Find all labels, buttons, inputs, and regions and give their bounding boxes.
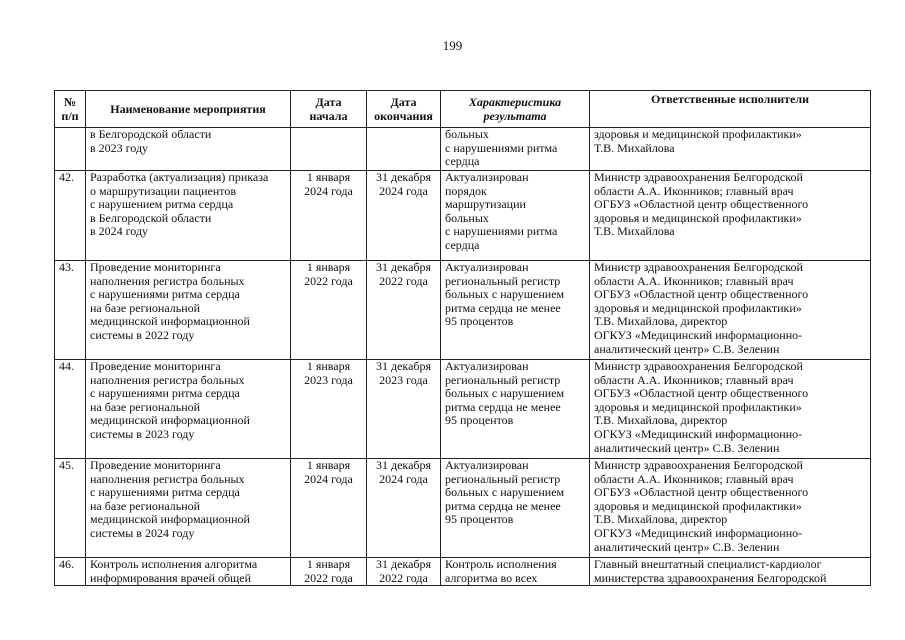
- cell-line: о маршрутизации пациентов: [90, 183, 237, 198]
- cell-line: Контроль исполнения: [445, 557, 557, 571]
- cell-line: ритма сердца не менее: [445, 498, 561, 513]
- activity-name: [86, 360, 291, 459]
- cell-line: 1 января: [306, 458, 351, 472]
- cell-line: ОГБУЗ «Областной центр общественного: [594, 197, 809, 212]
- cell-line: медицинской информационной: [90, 413, 250, 428]
- end-date: [367, 360, 441, 459]
- cell-line: ритма сердца не менее: [445, 399, 561, 414]
- cell-line: 2024 года: [304, 471, 353, 486]
- cell-line: 2024 года: [304, 183, 353, 198]
- table-row: [55, 261, 871, 360]
- cell-line: с нарушением ритма сердца: [90, 197, 234, 212]
- cell-line: медицинской информационной: [90, 314, 250, 329]
- cell-line: 31 декабря: [375, 170, 432, 184]
- cell-line: ОГБУЗ «Областной центр общественного: [594, 386, 809, 401]
- cell-line: с нарушениями ритма: [445, 140, 558, 155]
- end-date: [367, 261, 441, 360]
- cell-line: Министр здравоохранения Белгородской: [594, 359, 803, 373]
- cell-line: в 2023 году: [90, 140, 149, 155]
- cell-line: с нарушениями ритма сердца: [90, 485, 240, 500]
- cell-line: 1 января: [306, 260, 351, 274]
- cell-line: 1 января: [306, 359, 351, 373]
- cell-line: медицинской информационной: [90, 512, 250, 527]
- start-date: [291, 261, 367, 360]
- cell-line: здоровья и медицинской профилактики»: [594, 127, 802, 141]
- cell-line: результата: [483, 108, 547, 123]
- cell-line: с нарушениями ритма сердца: [90, 386, 240, 401]
- cell-line: области А.А. Иконников; главный врач: [594, 273, 794, 288]
- cell-line: 1 января: [306, 557, 351, 571]
- cell-line: аналитический центр» С.В. Зеленин: [594, 539, 780, 554]
- header-end-date: [367, 91, 441, 128]
- cell-line: ритма сердца не менее: [445, 300, 561, 315]
- cell-line: Актуализирован: [445, 359, 529, 373]
- cell-line: больных с нарушением: [445, 287, 565, 302]
- cell-line: Т.В. Михайлова, директор: [594, 512, 728, 527]
- cell-line: на базе региональной: [90, 300, 201, 315]
- cell-line: 95 процентов: [445, 314, 514, 329]
- responsible-persons: [590, 128, 871, 171]
- cell-line: Контроль исполнения алгоритма: [90, 557, 258, 571]
- cell-line: Актуализирован: [445, 260, 529, 274]
- start-date: [291, 128, 367, 171]
- end-date: [367, 558, 441, 586]
- cell-line: аналитический центр» С.В. Зеленин: [594, 341, 780, 356]
- table-row: [55, 128, 871, 171]
- cell-line: Ответственные исполнители: [650, 92, 810, 106]
- cell-line: Министр здравоохранения Белгородской: [594, 260, 803, 274]
- responsible-persons: [590, 558, 871, 586]
- cell-line: 2022 года: [379, 273, 428, 288]
- end-date: [367, 171, 441, 261]
- cell-line: 2022 года: [304, 570, 353, 585]
- cell-line: больных с нарушением: [445, 386, 565, 401]
- cell-line: здоровья и медицинской профилактики»: [594, 210, 802, 225]
- cell-line: 2023 года: [304, 372, 353, 387]
- activities-table: [54, 90, 871, 586]
- cell-line: ОГКУЗ «Медицинский информационно-: [594, 327, 803, 342]
- cell-line: п/п: [61, 108, 79, 123]
- result-description: [441, 459, 590, 558]
- row-number: [55, 128, 86, 171]
- end-date: [367, 459, 441, 558]
- cell-line: 2024 года: [379, 183, 428, 198]
- row-number: 46.: [55, 558, 86, 586]
- cell-line: Характеристика: [468, 94, 562, 109]
- cell-line: Разработка (актуализация) приказа: [90, 170, 269, 184]
- cell-line: больных: [445, 127, 489, 141]
- table-row: [55, 558, 871, 586]
- row-number: 42.: [55, 171, 86, 261]
- cell-line: 2023 года: [379, 372, 428, 387]
- cell-line: министерства здравоохранения Белгородской: [594, 570, 827, 585]
- activity-name: [86, 128, 291, 171]
- cell-line: аналитический центр» С.В. Зеленин: [594, 440, 780, 455]
- cell-line: ОГКУЗ «Медицинский информационно-: [594, 426, 803, 441]
- responsible-persons: [590, 261, 871, 360]
- activity-name: [86, 459, 291, 558]
- cell-line: 95 процентов: [445, 512, 514, 527]
- cell-line: наполнения регистра больных: [90, 372, 245, 387]
- result-description: [441, 558, 590, 586]
- cell-line: 2022 года: [304, 273, 353, 288]
- start-date: [291, 171, 367, 261]
- cell-line: Министр здравоохранения Белгородской: [594, 170, 803, 184]
- cell-line: 31 декабря: [375, 557, 432, 571]
- end-date: [367, 128, 441, 171]
- cell-line: области А.А. Иконников; главный врач: [594, 372, 794, 387]
- cell-line: 31 декабря: [375, 458, 432, 472]
- cell-line: здоровья и медицинской профилактики»: [594, 300, 802, 315]
- table-row: [55, 171, 871, 261]
- activity-name: [86, 171, 291, 261]
- responsible-persons: [590, 171, 871, 261]
- cell-line: начала: [309, 108, 348, 123]
- cell-line: Актуализирован: [445, 170, 529, 184]
- cell-line: региональный регистр: [445, 471, 561, 486]
- row-number: 45.: [55, 459, 86, 558]
- page-number: 199: [442, 38, 463, 53]
- cell-line: 31 декабря: [375, 359, 432, 373]
- cell-line: Дата: [315, 94, 342, 109]
- row-number: 43.: [55, 261, 86, 360]
- cell-line: 31 декабря: [375, 260, 432, 274]
- cell-line: Дата: [390, 94, 417, 109]
- cell-line: №: [63, 94, 77, 109]
- cell-line: Т.В. Михайлова: [594, 140, 675, 155]
- cell-line: области А.А. Иконников; главный врач: [594, 183, 794, 198]
- cell-line: системы в 2022 году: [90, 327, 195, 342]
- cell-line: 2024 года: [379, 471, 428, 486]
- header-result: [441, 91, 590, 128]
- cell-line: здоровья и медицинской профилактики»: [594, 399, 802, 414]
- cell-line: наполнения регистра больных: [90, 273, 245, 288]
- cell-line: в Белгородской области: [90, 210, 212, 225]
- cell-line: сердца: [445, 154, 480, 169]
- cell-line: Проведение мониторинга: [90, 359, 221, 373]
- cell-line: информирования врачей общей: [90, 570, 252, 585]
- cell-line: Наименование мероприятия: [110, 101, 266, 116]
- result-description: [441, 128, 590, 171]
- cell-line: больных с нарушением: [445, 485, 565, 500]
- start-date: [291, 558, 367, 586]
- cell-line: на базе региональной: [90, 498, 201, 513]
- cell-line: наполнения регистра больных: [90, 471, 245, 486]
- cell-line: региональный регистр: [445, 372, 561, 387]
- cell-line: Проведение мониторинга: [90, 458, 221, 472]
- cell-line: региональный регистр: [445, 273, 561, 288]
- cell-line: 95 процентов: [445, 413, 514, 428]
- cell-line: ОГБУЗ «Областной центр общественного: [594, 287, 809, 302]
- cell-line: Т.В. Михайлова: [594, 224, 675, 239]
- cell-line: Проведение мониторинга: [90, 260, 221, 274]
- table-row: [55, 360, 871, 459]
- cell-line: Т.В. Михайлова, директор: [594, 314, 728, 329]
- header-start-date: [291, 91, 367, 128]
- activity-name: [86, 558, 291, 586]
- cell-line: ОГБУЗ «Областной центр общественного: [594, 485, 809, 500]
- cell-line: Министр здравоохранения Белгородской: [594, 458, 803, 472]
- result-description: [441, 171, 590, 261]
- activity-name: [86, 261, 291, 360]
- cell-line: на базе региональной: [90, 399, 201, 414]
- cell-line: Т.В. Михайлова, директор: [594, 413, 728, 428]
- cell-line: системы в 2024 году: [90, 525, 195, 540]
- cell-line: с нарушениями ритма сердца: [90, 287, 240, 302]
- cell-line: системы в 2023 году: [90, 426, 195, 441]
- responsible-persons: [590, 459, 871, 558]
- cell-line: здоровья и медицинской профилактики»: [594, 498, 802, 513]
- cell-line: Главный внештатный специалист-кардиолог: [594, 557, 822, 571]
- cell-line: окончания: [374, 108, 433, 123]
- table-row: [55, 459, 871, 558]
- result-description: [441, 360, 590, 459]
- responsible-persons: [590, 360, 871, 459]
- cell-line: сердца: [445, 237, 480, 252]
- cell-line: 2022 года: [379, 570, 428, 585]
- start-date: [291, 360, 367, 459]
- cell-line: порядок: [445, 183, 487, 198]
- row-number: 44.: [55, 360, 86, 459]
- table-header-row: [55, 91, 871, 128]
- cell-line: в Белгородской области: [90, 127, 212, 141]
- header-responsible: [590, 91, 871, 128]
- cell-line: ОГКУЗ «Медицинский информационно-: [594, 525, 803, 540]
- cell-line: алгоритма во всех: [445, 570, 538, 585]
- cell-line: с нарушениями ритма: [445, 224, 558, 239]
- start-date: [291, 459, 367, 558]
- header-num: [55, 91, 86, 128]
- cell-line: в 2024 году: [90, 224, 149, 239]
- cell-line: Актуализирован: [445, 458, 529, 472]
- cell-line: маршрутизации: [445, 197, 526, 212]
- header-name: [86, 91, 291, 128]
- cell-line: 1 января: [306, 170, 351, 184]
- result-description: [441, 261, 590, 360]
- cell-line: области А.А. Иконников; главный врач: [594, 471, 794, 486]
- cell-line: больных: [445, 210, 489, 225]
